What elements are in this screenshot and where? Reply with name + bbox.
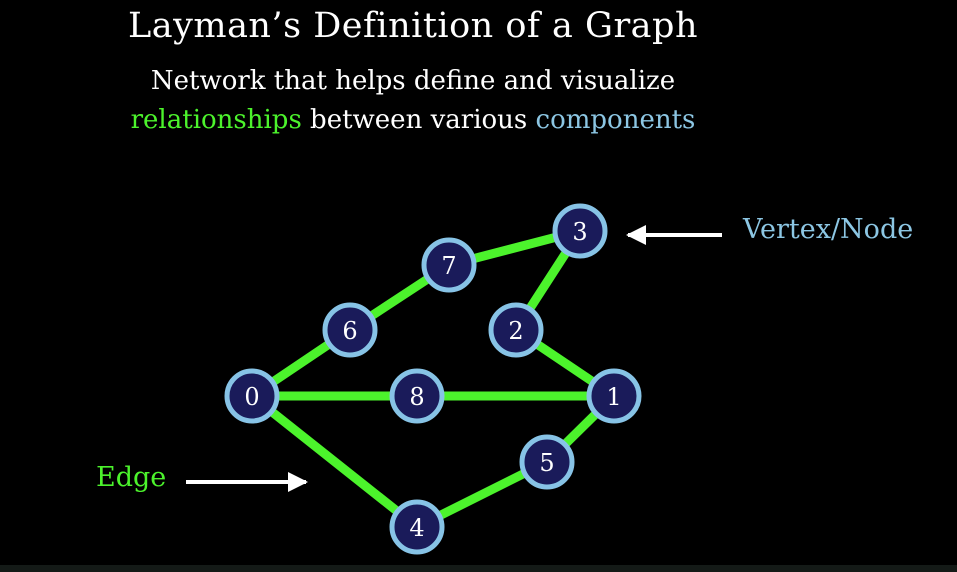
node-label-1: 1	[606, 383, 622, 411]
node-label-5: 5	[539, 449, 555, 477]
node-label-4: 4	[409, 514, 425, 542]
node-label-8: 8	[409, 383, 425, 411]
page-title: Layman’s Definition of a Graph	[128, 6, 698, 46]
bottom-strip	[0, 565, 957, 572]
node-label-0: 0	[244, 383, 260, 411]
node-label-7: 7	[441, 252, 457, 280]
node-0	[227, 371, 277, 421]
node-label-3: 3	[572, 218, 588, 246]
subtitle-line-1: Network that helps define and visualize	[150, 66, 676, 96]
node-label-6: 6	[342, 317, 358, 345]
edge-label: Edge	[96, 462, 167, 493]
node-1	[589, 371, 639, 421]
vertex-node-label: Vertex/Node	[743, 214, 914, 245]
relationships-term: relationships	[130, 105, 302, 135]
node-label-2: 2	[508, 317, 524, 345]
components-term: components	[535, 105, 696, 135]
nodes-layer	[227, 206, 639, 552]
node-6	[325, 305, 375, 355]
edge-0-4	[252, 396, 417, 527]
node-4	[392, 502, 442, 552]
node-5	[522, 437, 572, 487]
subtitle-connector: between various	[301, 105, 536, 135]
node-2	[491, 305, 541, 355]
node-3	[555, 206, 605, 256]
node-7	[424, 240, 474, 290]
node-8	[392, 371, 442, 421]
